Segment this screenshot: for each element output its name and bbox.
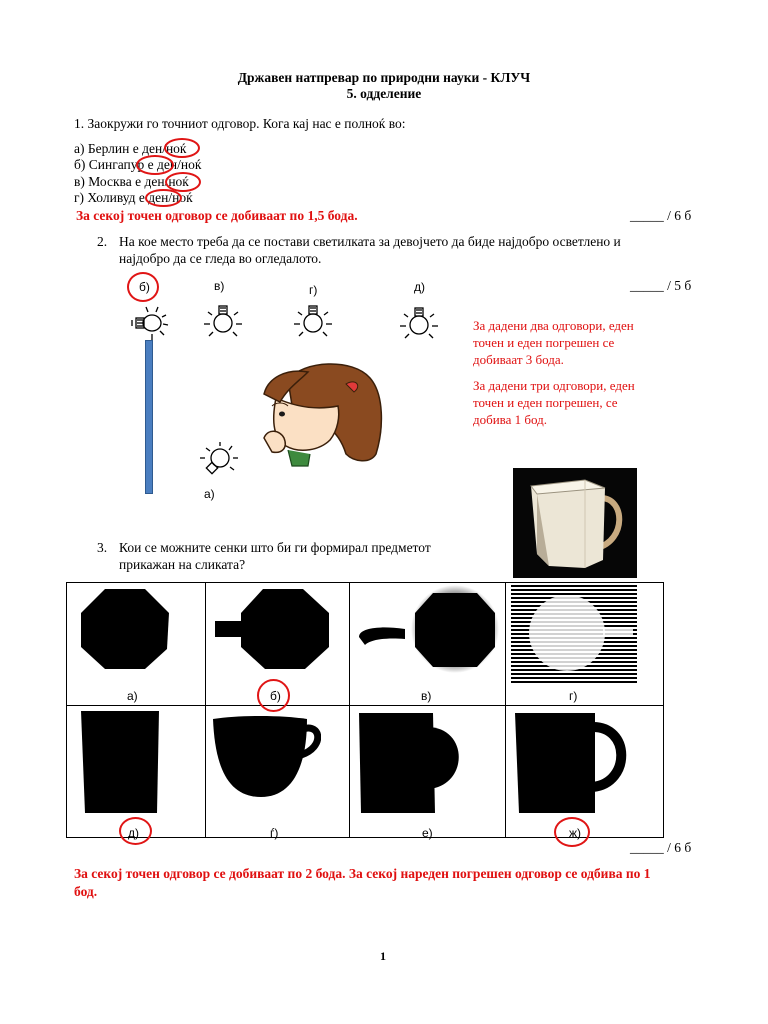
- q3-number: 3.: [97, 540, 108, 555]
- q2-label-b: б): [139, 280, 150, 294]
- lightbulb-icon: [196, 440, 242, 482]
- q2-label-a: а): [204, 487, 215, 501]
- q1-answer-b-circle: [136, 155, 174, 175]
- q2-note1-line2: точен и еден погрешен се: [473, 335, 615, 350]
- q2-note2-line2: точен и еден погрешен, се: [473, 395, 618, 410]
- shadow-label-v: в): [421, 689, 432, 703]
- q2-number: 2.: [97, 234, 108, 249]
- q1-answer-a: а) Берлин е ден/ноќ: [74, 141, 187, 156]
- q2-note1: [473, 317, 634, 368]
- shadow-label-gj: ѓ): [270, 826, 279, 840]
- shadow-octagon-handle: [213, 587, 343, 671]
- shadow-label-b: б): [270, 689, 281, 703]
- shadow-label-zh: ж): [569, 826, 582, 840]
- shadow-options-grid: [66, 582, 664, 838]
- shadow-label-d-circle: [119, 817, 152, 845]
- shadow-mug-ring-handle: [513, 709, 633, 815]
- q1-answer-v: в) Москва е ден/ноќ: [74, 174, 189, 189]
- page-number: 1: [380, 949, 386, 963]
- shadow-label-g: г): [569, 689, 578, 703]
- q2-label-v: в): [214, 279, 225, 293]
- lightbulb-icon: [200, 298, 246, 344]
- shadow-label-b-circle: [257, 679, 290, 712]
- q1-score: _____ / 6 б: [630, 208, 692, 223]
- q2-question-line2: најдобро да се гледа во огледалото.: [119, 251, 322, 266]
- q1-answer-g-circle: [145, 189, 182, 207]
- q2-question-line1: На кое место треба да се постави светилката за девојчето да биде најдобро осветлено и: [119, 234, 621, 249]
- shadow-mug-solid-handle: [357, 709, 469, 815]
- shadow-label-e: е): [422, 826, 433, 840]
- q1-answer-g: г) Холивуд е ден/ноќ: [74, 190, 193, 205]
- girl-illustration: [258, 358, 388, 468]
- shadow-label-zh-circle: [554, 817, 590, 847]
- mug-photo: [513, 468, 637, 578]
- q3-scoring-line2: бод.: [74, 884, 98, 899]
- q2-note2-line3: добива 1 бод.: [473, 412, 548, 427]
- shadow-blurred-octagon: [355, 585, 503, 675]
- q1-scoring-note: За секој точен одговор се добиваат по 1,5 бода.: [76, 208, 358, 223]
- shadow-striped-mug-top: [511, 585, 637, 685]
- q1-answer-a-circle: [164, 138, 200, 158]
- q2-note2: [473, 377, 635, 428]
- q2-note1-line1: За дадени два одговори, еден: [473, 318, 634, 333]
- lightbulb-icon: [118, 303, 174, 345]
- q1-answer-b: б) Сингапур е ден/ноќ: [74, 157, 202, 172]
- q2-label-g: г): [309, 283, 318, 297]
- lightbulb-icon: [396, 300, 442, 346]
- shadow-label-d: д): [128, 826, 139, 840]
- q2-label-d: д): [414, 280, 425, 294]
- lightbulb-icon: [290, 298, 336, 344]
- shadow-octagon: [79, 587, 171, 671]
- q2-score: _____ / 5 б: [630, 278, 692, 293]
- document-subtitle: 5. одделение: [346, 86, 422, 101]
- q1-question: 1. Заокружи го точниот одговор. Кога кај нас е полноќ во:: [74, 116, 406, 131]
- q3-score: _____ / 6 б: [630, 840, 692, 855]
- q3-question-line2: прикажан на сликата?: [119, 557, 246, 572]
- q3-question-line1: Кои се можните сенки што би ги формирал предметот: [119, 540, 431, 555]
- q2-label-b-circle: [127, 272, 159, 302]
- mirror: [145, 340, 153, 494]
- shadow-teacup: [211, 713, 321, 803]
- q3-scoring-line1: За секој точен одговор се добиваат по 2 бода. За секој нареден погрешен одговор се одбива по 1: [74, 866, 651, 881]
- shadow-label-a: а): [127, 689, 138, 703]
- document-title: Државен натпревар по природни науки - КЛУЧ: [237, 70, 531, 85]
- q2-note1-line3: добиваат 3 бода.: [473, 352, 564, 367]
- shadow-cylinder: [79, 709, 161, 815]
- q2-note2-line1: За дадени три одговори, еден: [473, 378, 635, 393]
